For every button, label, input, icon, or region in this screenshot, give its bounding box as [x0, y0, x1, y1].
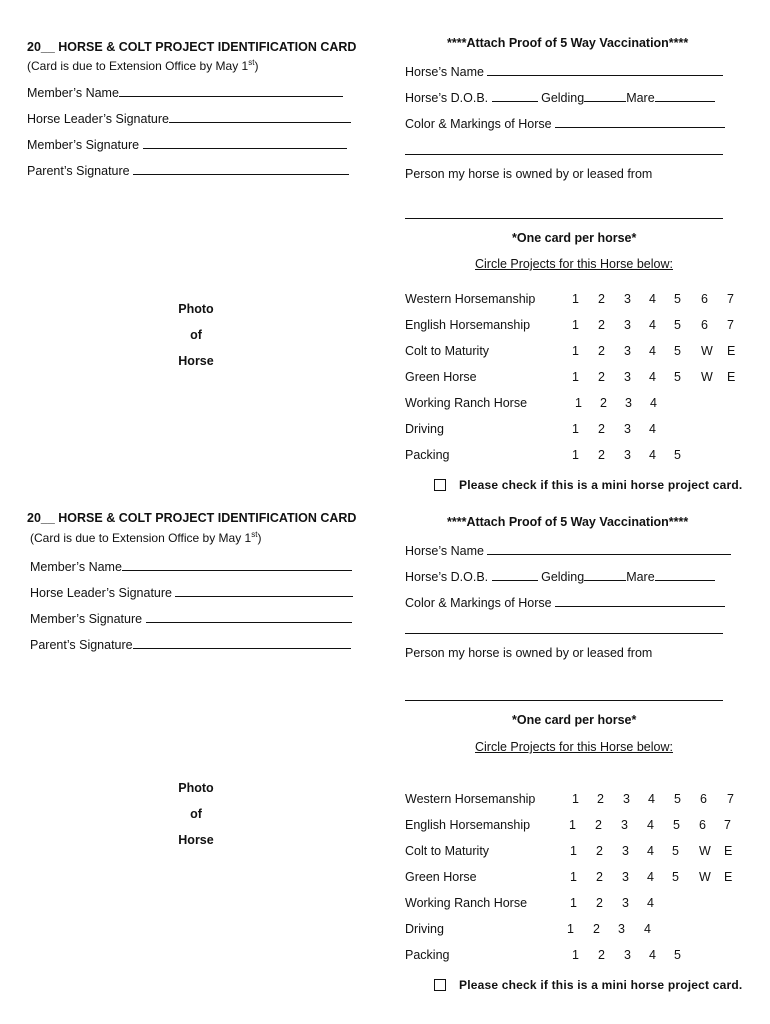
project-name: Packing — [405, 948, 450, 962]
project-name: Green Horse — [405, 870, 477, 884]
horse-name-field[interactable]: Horse’s Name — [405, 63, 723, 79]
owner-label: Person my horse is owned by or leased from — [405, 167, 653, 181]
mini-horse-label: Please check if this is a mini horse project card. — [459, 978, 743, 992]
vaccination-note: ****Attach Proof of 5 Way Vaccination**** — [447, 515, 689, 529]
circle-projects-heading: Circle Projects for this Horse below: — [475, 740, 673, 754]
horse-name-field[interactable]: Horse’s Name — [405, 542, 731, 558]
identification-card-2: 20__ HORSE & COLT PROJECT IDENTIFICATION CARD (Card is due to Extension Office by May 1st) Member’s Name Horse Leader’s Signature Member’s Signature Parent’s Signature Photo of Horse ****Attach Proof of 5 Way Vaccination**** Horse’s Name Horse’s D.O.B. Gelding Mare Color & Markings of Horse Person my horse is owned by or leased from *One card per horse* Circle Projects for this Horse below: Western Horsemanship 1 2 3 4 5 6 7 English Horsemanship 1 2 3 4 5 6 7 Colt to Maturity 1 2 3 4 5 W E Green Horse 1 2 3 4 5 W E Working Ranch Horse 1 2 3 4 Driving 1 2 3 4 Packing 1 2 3 4 5 Please check if this is a mini horse project card. — [27, 511, 743, 992]
photo-label: Photo — [178, 302, 214, 316]
member-name-field[interactable]: Member’s Name — [30, 558, 352, 574]
parent-signature-field[interactable]: Parent’s Signature — [27, 162, 349, 178]
project-name: Driving — [405, 922, 444, 936]
member-signature-field[interactable]: Member’s Signature — [27, 136, 347, 152]
member-name-field[interactable]: Member’s Name — [27, 84, 343, 100]
mini-horse-label: Please check if this is a mini horse project card. — [459, 478, 743, 492]
owner-line[interactable] — [405, 700, 723, 701]
project-name: Colt to Maturity — [405, 344, 490, 358]
photo-of-label: of — [190, 807, 202, 821]
mini-horse-checkbox[interactable] — [434, 479, 446, 491]
one-card-note: *One card per horse* — [512, 713, 637, 727]
project-name: Western Horsemanship — [405, 792, 536, 806]
color-markings-field[interactable]: Color & Markings of Horse — [405, 115, 725, 131]
card-title: 20__ HORSE & COLT PROJECT IDENTIFICATION CARD — [27, 511, 357, 525]
identification-card-1: 20__ HORSE & COLT PROJECT IDENTIFICATION CARD (Card is due to Extension Office by May 1st) Member’s Name Horse Leader’s Signature Member’s Signature Parent’s Signature Photo of Horse ****Attach Proof of 5 Way Vaccination**** Horse’s Name Horse’s D.O.B. Gelding Mare Color & Markings of Horse Person my horse is owned by or leased from *One card per horse* Circle Projects for this Horse below: Western Horsemanship 1 2 3 4 5 6 7 English Horsemanship 1 2 3 4 5 6 7 Colt to Maturity 1 2 3 4 5 W E Green Horse 1 2 3 4 5 W E Working Ranch Horse 1 2 3 4 Driving 1 2 3 4 Packing 1 2 3 4 5 Please check if this is a mini horse project card. — [27, 36, 743, 492]
one-card-note: *One card per horse* — [512, 231, 637, 245]
horse-leader-signature-field[interactable]: Horse Leader’s Signature — [30, 584, 353, 600]
project-name: Western Horsemanship — [405, 292, 536, 306]
project-name: Colt to Maturity — [405, 844, 490, 858]
circle-projects-heading: Circle Projects for this Horse below: — [475, 257, 673, 271]
project-name: Working Ranch Horse — [405, 396, 528, 410]
owner-label: Person my horse is owned by or leased from — [405, 646, 653, 660]
project-name: Green Horse — [405, 370, 477, 384]
member-signature-field[interactable]: Member’s Signature — [30, 610, 352, 626]
photo-of-label: of — [190, 328, 202, 342]
parent-signature-field[interactable]: Parent’s Signature — [30, 636, 351, 652]
dob-gelding-mare-field[interactable]: Horse’s D.O.B. Gelding Mare — [405, 568, 715, 584]
photo-horse-label: Horse — [178, 354, 214, 368]
photo-horse-label: Horse — [178, 833, 214, 847]
project-name: Driving — [405, 422, 444, 436]
vaccination-note: ****Attach Proof of 5 Way Vaccination**** — [447, 36, 689, 50]
horse-leader-signature-field[interactable]: Horse Leader’s Signature — [27, 110, 351, 126]
color-markings-line[interactable] — [405, 633, 723, 634]
card-title: 20__ HORSE & COLT PROJECT IDENTIFICATION CARD — [27, 40, 357, 54]
project-name: English Horsemanship — [405, 818, 531, 832]
due-note: (Card is due to Extension Office by May 1st) — [30, 530, 262, 545]
due-note: (Card is due to Extension Office by May 1st) — [27, 58, 259, 73]
dob-gelding-mare-field[interactable]: Horse’s D.O.B. Gelding Mare — [405, 89, 715, 105]
photo-label: Photo — [178, 781, 214, 795]
project-name: Working Ranch Horse — [405, 896, 528, 910]
mini-horse-checkbox[interactable] — [434, 979, 446, 991]
project-name: English Horsemanship — [405, 318, 531, 332]
project-name: Packing — [405, 448, 450, 462]
color-markings-field[interactable]: Color & Markings of Horse — [405, 594, 725, 610]
